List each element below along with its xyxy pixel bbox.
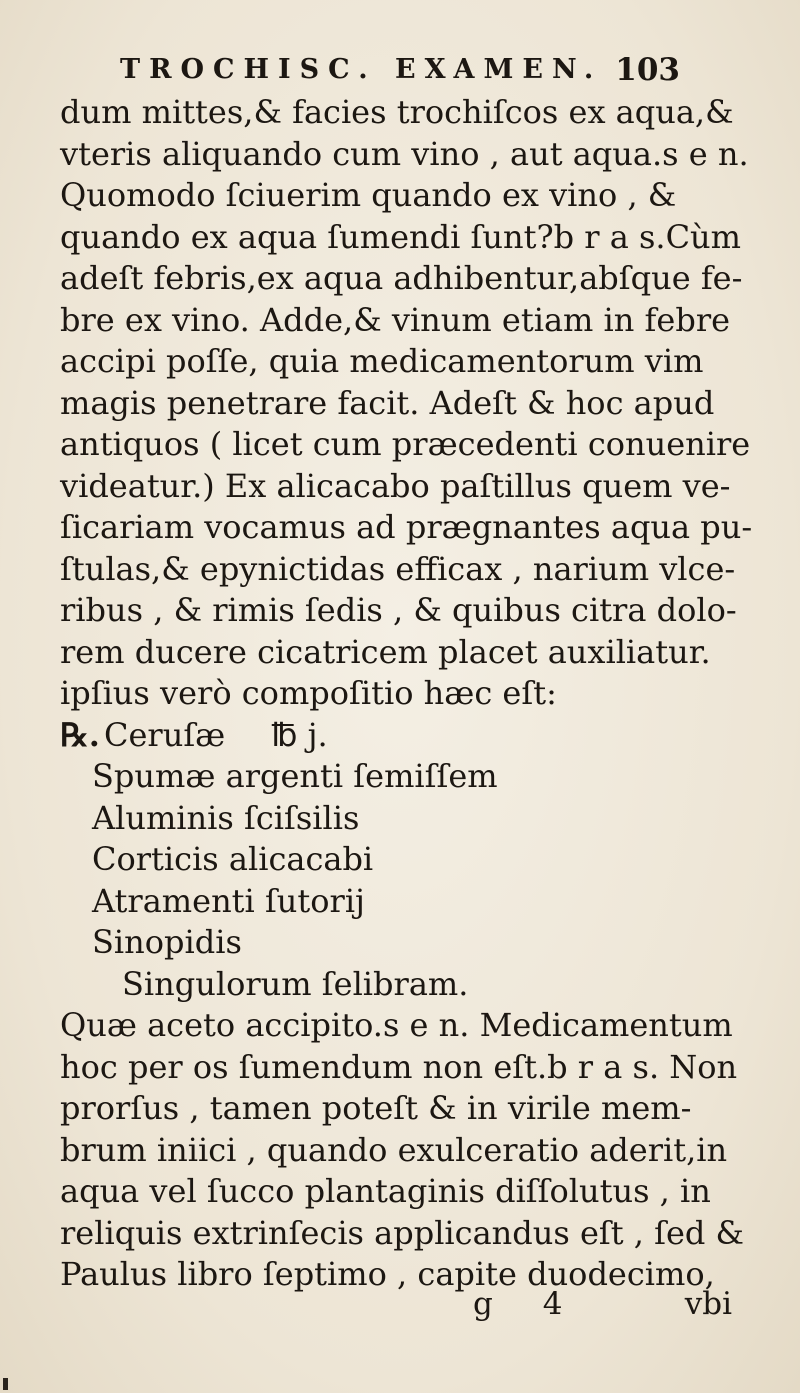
body-text bbox=[60, 92, 753, 1296]
page-footer bbox=[60, 1286, 740, 1330]
text-line: quando ex aqua ſumendi ſunt?b r a s.Cùm bbox=[60, 217, 741, 256]
text-line: Quomodo ſciuerim quando ex vino , & bbox=[60, 176, 677, 214]
text-line: ſicariam vocamus ad prægnantes aqua pu- bbox=[60, 508, 753, 546]
recipe-line: Sinopidis bbox=[92, 923, 242, 961]
recipe-line: Corticis alicacabi bbox=[92, 840, 374, 878]
text-line: dum mittes,& facies trochiſcos ex aqua,& bbox=[60, 93, 734, 131]
text-line: ſtulas,& epynictidas efficax , narium vlce- bbox=[60, 549, 736, 588]
text-line: brum iniici , quando exulceratio aderit,in bbox=[60, 1130, 728, 1169]
text-line: ipſius verò compoſitio hæc eſt: bbox=[60, 674, 557, 712]
recipe-symbol: ℞. bbox=[60, 715, 100, 754]
text-line: prorſus , tamen poteſt & in virile mem- bbox=[60, 1089, 692, 1127]
recipe-line: Singulorum ſelibram. bbox=[122, 964, 469, 1003]
page-header bbox=[120, 50, 680, 90]
ink-mark bbox=[3, 1378, 8, 1390]
signature-mark: g 4 bbox=[473, 1286, 583, 1322]
text-line: rem ducere cicatricem placet auxiliatur. bbox=[60, 632, 711, 671]
recipe-line-first bbox=[60, 715, 740, 757]
text-line: Paulus libro ſeptimo , capite duodecimo, bbox=[60, 1255, 715, 1293]
text-line: aqua vel ſucco plantaginis diſſolutus , in bbox=[60, 1172, 711, 1210]
recipe-line: Aluminis ſciſsilis bbox=[92, 798, 360, 837]
recipe-ingredient: Ceruſæ bbox=[104, 715, 226, 754]
recipe-amount: ℔ j. bbox=[271, 715, 328, 754]
text-line: magis penetrare facit. Adeſt & hoc apud bbox=[60, 383, 715, 422]
text-line: reliquis extrinſecis applicandus eſt , ſed & bbox=[60, 1213, 745, 1252]
recipe-line: Spumæ argenti ſemiſſem bbox=[92, 757, 498, 795]
recipe-line: Atramenti ſutorij bbox=[92, 881, 365, 920]
text-line: hoc per os ſumendum non eſt.b r a s. Non bbox=[60, 1047, 738, 1086]
text-line: videatur.) Ex alicacabo paſtillus quem ve- bbox=[60, 466, 731, 505]
text-line: accipi poſſe, quia medicamentorum vim bbox=[60, 342, 704, 380]
catchword: vbi bbox=[684, 1286, 732, 1322]
text-line: vteris aliquando cum vino , aut aqua.s e n. bbox=[60, 134, 749, 173]
text-line: bre ex vino. Adde,& vinum etiam in febre bbox=[60, 300, 731, 339]
page-number: 103 bbox=[615, 52, 680, 88]
text-line: adeſt febris,ex aqua adhibentur,abſque fe- bbox=[60, 259, 743, 297]
text-line: antiquos ( licet cum præcedenti conuenire bbox=[60, 425, 751, 463]
text-line: ribus , & rimis ſedis , & quibus citra dolo- bbox=[60, 591, 737, 629]
text-line: Quæ aceto accipito.s e n. Medicamentum bbox=[60, 1006, 733, 1044]
running-head: TROCHISC. EXAMEN. bbox=[120, 54, 603, 85]
